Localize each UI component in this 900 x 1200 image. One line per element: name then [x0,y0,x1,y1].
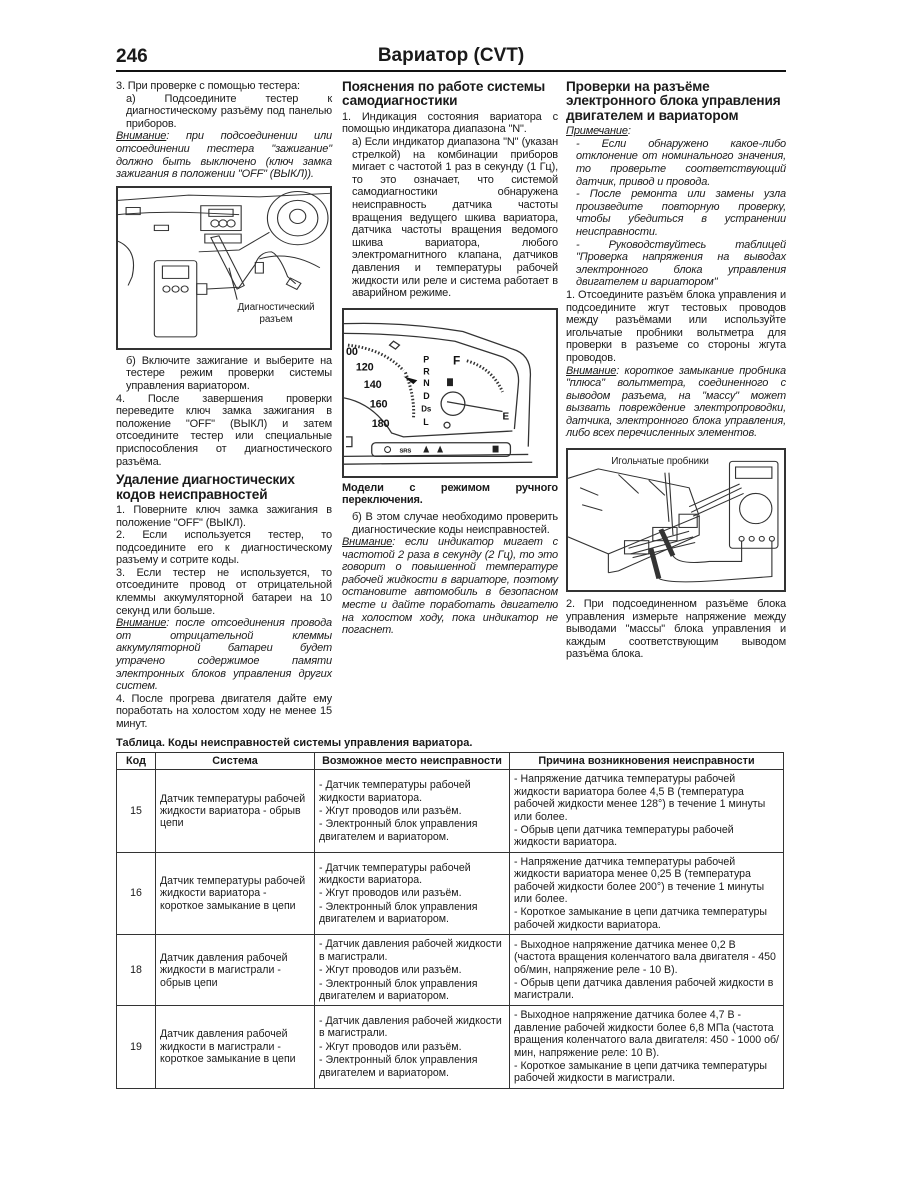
cause-item: - Обрыв цепи датчика температуры рабочей жидкости вариатора. [514,824,734,849]
cell-system: Датчик температуры рабочей жидкости вариатора - обрыв цепи [156,770,315,852]
table-body [117,770,784,1088]
column-right [566,80,786,661]
ecu-step-2: 2. При подсоединенном разъёме блока управления измерьте напряжение между выводами "массы" блока управления и каждым соответствующим выводом разъёма блока. [566,598,786,661]
table-row [117,1006,784,1088]
cause-item: - Напряжение датчика температуры рабочей жидкости вариатора менее 0,25 В (температура рабочей жидкости более 200°) в течение 1 минуты или более. [514,855,765,906]
table-caption: Таблица. Коды неисправностей системы управления вариатора. [116,737,473,749]
figure-voltmeter-probes [566,448,786,592]
step-4: 4. После завершения проверки переведите ключ замка зажигания в положение "OFF" (ВЫКЛ) и затем отсоедините тестер или специальные приспособления от диагностического разъёма. [116,392,332,468]
fuel-low-icon [493,445,499,452]
place-item: - Жгут проводов или разъём. [319,887,462,900]
place-item: - Датчик давления рабочей жидкости в магистрали. [319,1015,502,1040]
place-item: - Электронный блок управления двигателем и вариатором. [319,977,478,1002]
cell-place [315,770,510,852]
airbag-icon [437,445,443,452]
fuel-empty-label: E [502,411,509,422]
place-item: - Жгут проводов или разъём. [319,964,462,977]
warning-text: : короткое замыкание пробника "плюса" вольтметра, соединенного с выводом разъема, на "массу" может вызвать повреждение электропроводки, датчика, электронного блока управления, либо всех перечисленных элементов. [566,364,786,440]
table-header-row [117,753,784,770]
speed-label: 120 [355,361,374,374]
note-label: Примечание: [566,125,631,138]
voltmeter-probe-illustration [568,450,784,586]
step-3b: б) Включите зажигание и выберите на тестере режим проверки системы управления вариатором. [126,354,332,392]
cause-item: - Короткое замыкание в цепи датчика температуры рабочей жидкости вариатора. [514,906,768,931]
fuel-pump-icon [447,378,453,386]
place-item: - Жгут проводов или разъём. [319,1040,462,1053]
speed-label: 140 [363,378,382,391]
clear-step-1: 1. Поверните ключ замка зажигания в положение "OFF" (ВЫКЛ). [116,503,332,529]
cause-item: - Обрыв цепи датчика давления рабочей жидкости в магистрали. [514,977,774,1002]
place-item: - Электронный блок управления двигателем и вариатором. [319,900,478,926]
warning-label: Внимание [566,364,617,377]
srs-label: SRS [399,448,412,455]
cell-system: Датчик температуры рабочей жидкости вариатора - короткое замыкание в цепи [156,852,315,934]
section-title-ecu-checks: Проверки на разъёме электронного блока управления двигателем и вариатором [566,79,781,123]
warning-lamp-icon [385,446,391,452]
figure-label-probes: Игольчатые пробники [604,456,716,468]
place-item: - Электронный блок управления двигателем и вариатором. [319,818,478,843]
table-row [117,935,784,1006]
cell-cause [510,770,784,852]
page-title: Вариатор (CVT) [377,45,525,66]
section-title-self-diagnosis: Пояснения по работе системы самодиагностики [342,79,546,109]
table-row [117,770,784,852]
note-item: - Если обнаружено какое-либо отклонение от номинального значения, то проверьте соответствующий датчик, привод и провода. [576,137,786,188]
instrument-cluster-illustration [344,310,556,472]
speed-label: 00 [345,345,358,358]
gear-label: Ds [421,404,432,414]
cause-item: - Короткое замыкание в цепи датчика температуры рабочей жидкости в магистрали. [514,1059,768,1085]
warning-label: Внимание [342,536,393,549]
place-item: - Датчик давления рабочей жидкости в магистрали. [319,938,502,963]
clear-step-3: 3. Если тестер не используется, то отсоедините провод от отрицательной клеммы аккумуляторной батареи на 10 секунд или больше. [116,566,332,617]
column-middle [342,80,558,637]
warning-text: : после отсоединения провода от отрицательной клеммы аккумуляторной батареи будет утрачено содержимое памяти электронных блоков управления других систем. [116,617,332,693]
cause-item: - Выходное напряжение датчика более 4,7 В - давление рабочей жидкости более 6,8 МПа (частота вращения коленчатого вала двигателя: 450 - 1000 об/мин, напряжение реле: 10 В). [514,1009,779,1059]
cell-place [315,935,510,1006]
label-line-2: разъем [259,313,293,325]
note-label-text: Примечание [566,125,628,138]
step-3: 3. При проверке с помощью тестера: [116,80,300,92]
warning-short-circuit [566,365,786,441]
place-item: - Датчик температуры рабочей жидкости вариатора. [319,779,471,804]
cell-cause [510,935,784,1006]
step-3a: а) Подсоедините тестер к диагностическому разъёму под панелью приборов. [126,92,332,130]
place-item: - Датчик температуры рабочей жидкости вариатора. [319,861,471,886]
cell-code: 18 [117,935,156,1006]
indication-step-1b: б) В этом случае необходимо проверить диагностические коды неисправностей. [352,510,558,536]
table-row [117,852,784,934]
fuel-full-label: F [452,354,461,368]
gear-label: D [423,390,430,401]
ecu-step-1: 1. Отсоедините разъём блока управления и подсоедините жгут тестовых проводов между разъёмами или используйте игольчатые пробники вольтметра для проверки в разъеме со стороны жгута проводов. [566,288,786,364]
cell-cause [510,1006,784,1088]
gear-label: R [423,366,430,377]
cell-system: Датчик давления рабочей жидкости в магистрали - короткое замыкание в цепи [156,1006,315,1088]
label-line-1: Диагностический [237,301,315,313]
cause-item: - Напряжение датчика температуры рабочей жидкости вариатора более 4,5 В (температура рабочей жидкости менее 128°) в течение 1 минуты или более. [514,773,766,823]
cell-code: 15 [117,770,156,852]
column-left [116,80,332,731]
warning-label: Внимание [116,130,167,143]
gear-label: N [423,377,430,388]
cell-place [315,852,510,934]
cell-code: 19 [117,1006,156,1088]
speed-label: 160 [369,398,388,411]
figure-label-connector [226,302,326,326]
warning-label: Внимание [116,617,167,630]
figure-diagnostic-connector [116,186,332,350]
fault-codes-table [116,752,784,1089]
page-header [116,44,786,72]
cell-code: 16 [117,852,156,934]
header-cause: Причина возникновения неисправности [510,753,784,770]
warning-overheat [342,536,558,637]
indication-step-1: 1. Индикация состояния вариатора с помощью индикатора диапазона "N". [342,110,558,136]
warning-connect [116,130,332,180]
header-system: Система [156,753,315,770]
place-item: - Электронный блок управления двигателем и вариатором. [319,1054,478,1079]
header-place: Возможное место неисправности [315,753,510,770]
indication-step-1a: а) Если индикатор диапазона "N" (указан стрелкой) на комбинации приборов мигает с частотой 1 раз в секунду (1 Гц), то это означает, что системой самодиагностики обнаружена неисправность датчика частоты вращения ведущего шкива вариатора, датчика частоты вращения ведомого шкива вариатора, любого электромагнитного клапана, датчиков давления и температуры рабочей жидкости или реле и система работает в аварийном режиме. [352,136,558,300]
figure-instrument-cluster [342,308,558,478]
page-number: 246 [116,46,148,67]
speed-label: 180 [371,417,390,430]
gear-label: L [423,416,429,427]
clear-step-2: 2. Если используется тестер, то подсоедините его к диагностическому разъему и сотрите коды. [116,529,332,567]
seatbelt-icon [423,445,429,452]
place-item: - Жгут проводов или разъём. [319,804,462,817]
warning-text: : если индикатор мигает с частотой 2 раза в секунду (2 Гц), то это говорит о повышенной температуре рабочей жидкости в вариаторе, поэтому остановите автомобиль в безопасном месте и дайте поработать двигателю на холостом ходу, пока индикатор не погаснет. [342,536,558,637]
warning-battery [116,617,332,693]
note-item: - После ремонта или замены узла произведите повторную проверку, чтобы убедиться в устранении неисправности. [576,188,786,238]
header-code: Код [117,753,156,770]
cell-system: Датчик давления рабочей жидкости в магистрали - обрыв цепи [156,935,315,1006]
cause-item: - Выходное напряжение датчика менее 0,2 В (частота вращения коленчатого вала двигателя - 450 об/мин, напряжение реле - 10 В). [514,938,776,976]
gear-label: P [423,354,430,365]
cell-place [315,1006,510,1088]
note-item: - Руководствуйтесь таблицей "Проверка напряжения на выводах электронного блока управления двигателем и вариатором" [576,238,786,289]
cell-cause [510,852,784,934]
clear-step-4: 4. После прогрева двигателя дайте ему поработать на холостом ходу не менее 15 минут. [116,692,332,730]
warning-text: : при подсоединении или отсоединении тестера "зажигание" должно быть выключено (ключ замка зажигания в положении "OFF" (ВЫКЛ)). [116,130,332,181]
section-title-clear-codes: Удаление диагностических кодов неисправностей [116,472,295,502]
figure-caption: Модели с режимом ручного переключения. [342,481,558,507]
